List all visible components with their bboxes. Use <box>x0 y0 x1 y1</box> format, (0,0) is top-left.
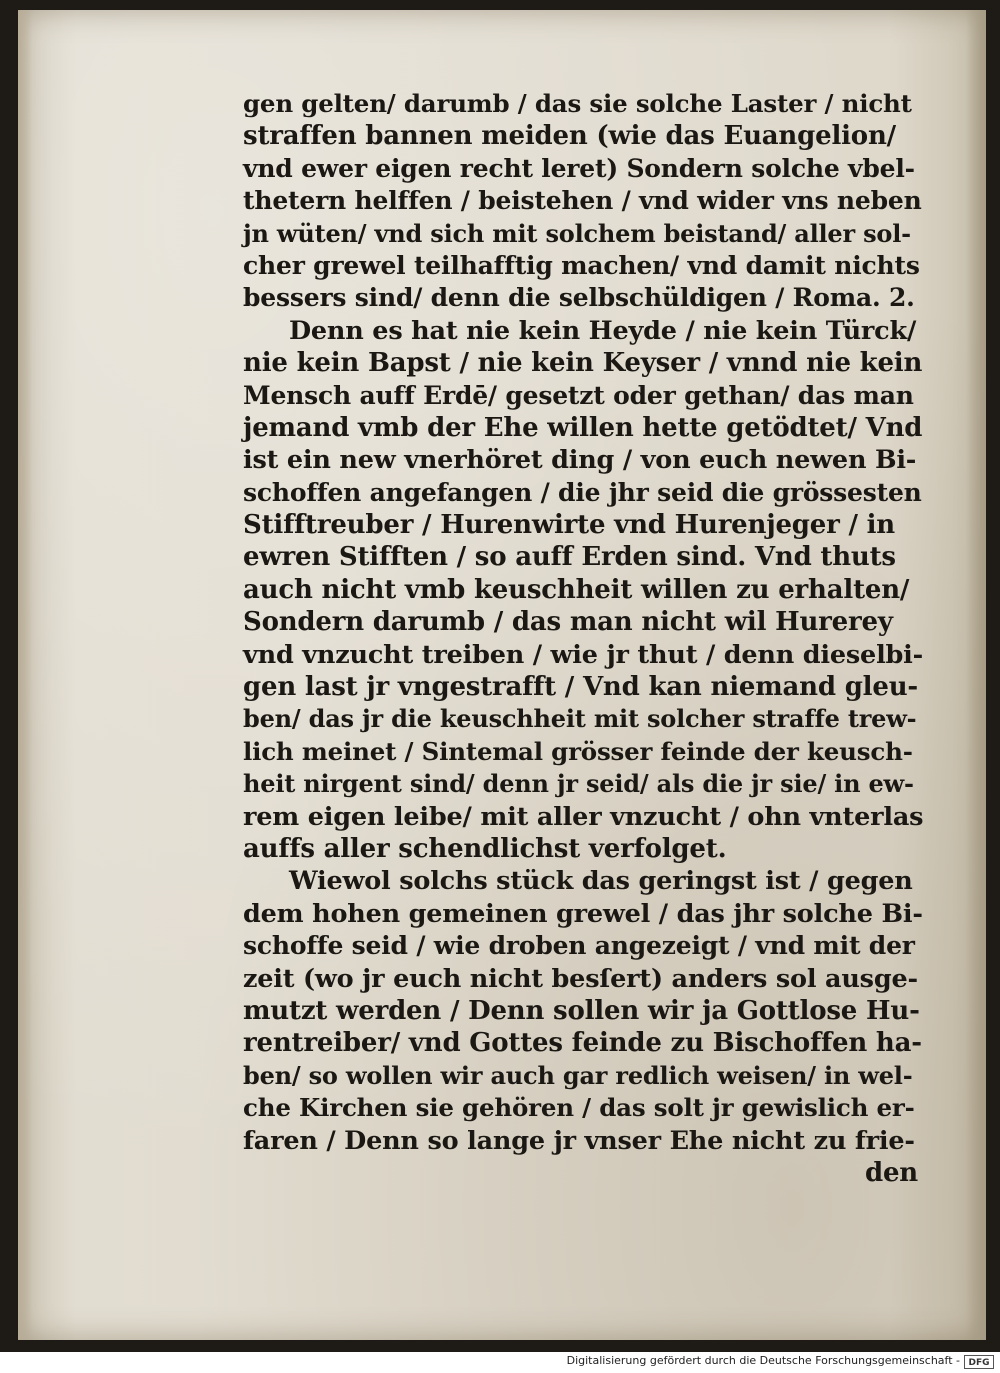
text-line: zeit (wo jr euch nicht besſert) anders sol ausge- <box>243 963 918 994</box>
page-edge-shadow <box>966 10 986 1340</box>
text-line: straffen bannen meiden (wie das Euangelion/ <box>243 121 896 152</box>
text-line: thetern helffen / beistehen / vnd wider vns neben <box>243 186 922 216</box>
text-line: ewren Stifften / so auff Erden sind. Vnd thuts <box>243 542 896 573</box>
footer-bar <box>0 1352 1000 1373</box>
text-line: Mensch auff Erdē/ gesetzt oder gethan/ das man <box>243 380 914 410</box>
text-line: ist ein new vnerhöret ding / von euch newen Bi- <box>243 445 917 476</box>
text-line: vnd ewer eigen recht leret) Sondern solche vbel- <box>243 153 915 183</box>
text-line: Wiewol solchs stück das geringst ist / gegen <box>289 866 913 897</box>
text-line: che Kirchen sie gehören / das solt jr gewislich er- <box>243 1093 915 1123</box>
text-line: bessers sind/ denn die selbschüldigen / Roma. 2. <box>243 283 915 313</box>
text-line: schoffen angefangen / die jhr seid die grössesten <box>243 477 922 507</box>
text-line: vnd vnzucht treiben / wie jr thut / denn dieselbi- <box>243 639 924 670</box>
text-line: lich meinet / Sintemal grösser feinde der keusch- <box>243 736 913 766</box>
text-line: Stifftreuber / Hurenwirte vnd Hurenjeger / in <box>243 510 895 541</box>
text-line: cher grewel teilhafftig machen/ vnd damit nichts <box>243 250 920 280</box>
text-line: jn wüten/ vnd sich mit solchem beistand/ aller sol- <box>243 218 911 248</box>
text-line: schoffe seid / wie droben angezeigt / vnd mit der <box>243 931 915 961</box>
catchword: den <box>864 1157 918 1188</box>
text-line: ben/ so wollen wir auch gar redlich weisen/ in wel- <box>243 1060 913 1090</box>
funding-credit: Digitalisierung gefördert durch die Deutsche Forschungsgemeinschaft - <box>566 1354 960 1367</box>
text-line: gen last jr vngestrafft / Vnd kan niemand gleu- <box>243 672 918 703</box>
text-line: faren / Denn so lange jr vnser Ehe nicht zu frie- <box>243 1125 915 1156</box>
text-line: dem hohen gemeinen grewel / das jhr solche Bi- <box>243 898 923 929</box>
page-text <box>243 88 923 1189</box>
text-line: auch nicht vmb keuschheit willen zu erhalten/ <box>243 574 910 605</box>
text-line: heit nirgent sind/ denn jr seid/ als die jr sie/ in ew- <box>243 769 914 799</box>
dfg-logo: DFG <box>964 1355 994 1369</box>
text-line: gen gelten/ darumb / das sie solche Laster / nicht <box>243 89 912 118</box>
page-gutter-shadow <box>18 10 32 1340</box>
text-line: nie kein Bapst / nie kein Keyser / vnnd nie kein <box>243 348 923 379</box>
text-line: mutzt werden / Denn sollen wir ja Gottlose Hu- <box>243 995 920 1026</box>
text-line: rem eigen leibe/ mit aller vnzucht / ohn vnterlas <box>243 801 924 832</box>
text-line: Denn es hat nie kein Heyde / nie kein Türck/ <box>289 315 917 346</box>
text-line: ben/ das jr die keuschheit mit solcher straffe trew- <box>243 704 917 734</box>
text-line: Sondern darumb / das man nicht wil Hurerey <box>243 607 893 638</box>
text-line: jemand vmb der Ehe willen hette getödtet/ Vnd <box>243 412 923 443</box>
text-line: auffs aller schendlichst verfolget. <box>243 833 727 864</box>
text-line: rentreiber/ vnd Gottes feinde zu Bischoffen ha- <box>243 1028 922 1059</box>
